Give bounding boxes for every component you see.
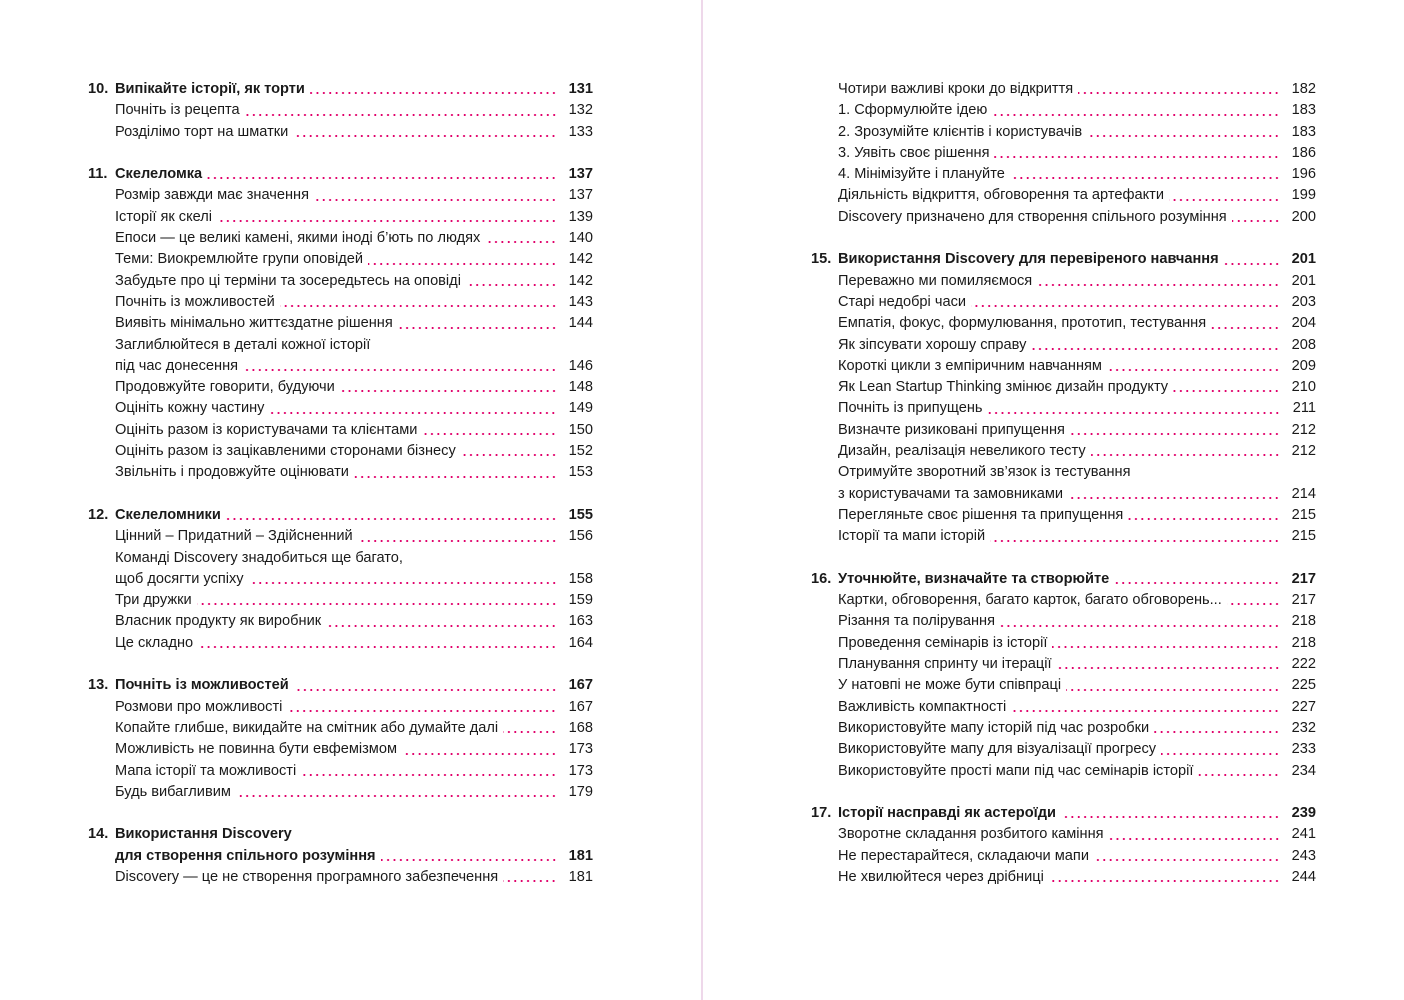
entry-title: Забудьте про ці терміни та зосередьтесь на оповіді	[115, 272, 461, 289]
entry-title: Продовжуйте говорити, будуючи	[115, 379, 335, 396]
entry-title: для створення спільного розуміння	[115, 847, 376, 864]
entry-title: Старі недобрі часи	[838, 293, 967, 310]
left-page	[88, 79, 593, 910]
dot-leader	[381, 857, 557, 863]
dot-leader	[1052, 644, 1280, 650]
toc-entry	[811, 739, 1316, 760]
dot-leader	[1227, 601, 1280, 607]
entry-title: Discovery призначено для створення спільного розуміння	[838, 208, 1227, 225]
entry-title: Оцініть кожну частину	[115, 400, 265, 417]
toc-entry	[811, 633, 1316, 654]
dot-leader	[314, 197, 557, 203]
page-number: 232	[1291, 719, 1316, 736]
entry-title: У натовпі не може бути співпраці	[838, 677, 1062, 694]
toc-entry	[88, 590, 593, 611]
toc-entry	[811, 462, 1316, 483]
page-number: 234	[1291, 762, 1316, 779]
entry-title: Отримуйте зворотний зв’язок із тестування	[838, 464, 1131, 481]
page-number: 146	[568, 357, 593, 374]
toc-entry	[811, 846, 1316, 867]
entry-title: Цінний – Придатний – Здійсненний	[115, 528, 353, 545]
toc-chapter-block	[811, 569, 1316, 782]
toc-entry	[88, 739, 593, 760]
toc-entry	[88, 569, 593, 590]
chapter-number: 12.	[88, 506, 109, 523]
entry-title: з користувачами та замовниками	[838, 485, 1064, 502]
entry-title: Три дружки	[115, 592, 192, 609]
chapter-heading	[811, 249, 1316, 270]
toc-entry	[811, 377, 1316, 398]
page-number: 168	[568, 719, 593, 736]
toc-entry	[88, 867, 593, 888]
chapter-heading	[88, 675, 593, 696]
entry-title: Епоси — це великі камені, якими іноді б’ють по людях	[115, 230, 481, 247]
page-number: 152	[568, 443, 593, 460]
toc-entry	[88, 356, 593, 377]
page-number: 139	[568, 208, 593, 225]
entry-title: Переважно ми помиляємося	[838, 272, 1033, 289]
dot-leader	[1061, 814, 1280, 820]
entry-title: Зворотне складання розбитого каміння	[838, 826, 1104, 843]
page-number: 155	[568, 506, 593, 523]
entry-title: 4. Мінімізуйте і плануйте	[838, 166, 1005, 183]
entry-title: Не перестарайтеся, складаючи мапи	[838, 847, 1089, 864]
dot-leader	[461, 452, 557, 458]
chapter-title: Історії насправді як астероїди	[838, 805, 1056, 822]
entry-title: Короткі цикли з емпіричним навчанням	[838, 357, 1102, 374]
toc-entry	[811, 79, 1316, 100]
dot-leader	[243, 367, 557, 373]
entry-title: 2. Зрозумійте клієнтів і користувачів	[838, 123, 1083, 140]
toc-entry	[88, 441, 593, 462]
toc-chapter-block	[88, 675, 593, 803]
chapter-heading	[811, 803, 1316, 824]
dot-leader	[1078, 90, 1280, 96]
toc-entry	[811, 164, 1316, 185]
page-number: 156	[568, 528, 593, 545]
entry-title: Можливість не повинна бути евфемізмом	[115, 741, 397, 758]
entry-title: Визначте ризиковані припущення	[838, 421, 1065, 438]
entry-title: Теми: Виокремлюйте групи оповідей	[115, 251, 364, 268]
dot-leader	[245, 112, 557, 118]
page-number: 222	[1291, 656, 1316, 673]
toc-chapter-block	[811, 249, 1316, 547]
chapter-heading	[88, 79, 593, 100]
page-number: 212	[1291, 421, 1316, 438]
entry-title: Чотири важливі кроки до відкриття	[838, 81, 1074, 97]
page-number: 164	[568, 634, 593, 651]
entry-title: 3. Уявіть своє рішення	[838, 144, 990, 161]
dot-leader	[1173, 388, 1280, 394]
entry-title: Заглиблюйтеся в деталі кожної історії	[115, 336, 371, 353]
toc-entry	[88, 377, 593, 398]
toc-chapter-block	[88, 79, 593, 143]
page-number: 140	[568, 230, 593, 247]
page-number: 182	[1291, 81, 1316, 97]
page-number: 218	[1291, 613, 1316, 630]
toc-chapter-block	[88, 824, 593, 888]
page-number: 239	[1291, 805, 1316, 822]
toc-entry	[811, 335, 1316, 356]
dot-leader	[1232, 218, 1280, 224]
toc-chapter-block	[811, 803, 1316, 888]
entry-title: Це складно	[115, 634, 194, 651]
page-number: 148	[568, 379, 593, 396]
dot-leader	[1198, 772, 1280, 778]
page-number: 204	[1291, 315, 1316, 332]
dot-leader	[358, 538, 557, 544]
chapter-number: 17.	[811, 805, 832, 822]
entry-title: Різання та полірування	[838, 613, 995, 630]
entry-title: Виявіть мінімально життєздатне рішення	[115, 315, 393, 332]
toc-entry	[811, 484, 1316, 505]
page-number: 217	[1291, 570, 1316, 587]
chapter-number: 10.	[88, 81, 109, 97]
entry-title: Картки, обговорення, багато карток, багато обговорень...	[838, 592, 1222, 609]
dot-leader	[1010, 175, 1280, 181]
page-number: 233	[1291, 741, 1316, 758]
dot-leader	[503, 878, 557, 884]
toc-entry	[88, 100, 593, 121]
entry-title: Власник продукту як виробник	[115, 613, 322, 630]
toc-entry	[811, 590, 1316, 611]
entry-title: Оцініть разом із зацікавленими сторонами бізнесу	[115, 443, 456, 460]
toc-entry	[88, 718, 593, 739]
entry-title: Почніть із рецепта	[115, 102, 240, 119]
page-number: 131	[568, 81, 593, 97]
page-number: 149	[568, 400, 593, 417]
dot-leader	[1087, 133, 1280, 139]
toc-entry	[88, 185, 593, 206]
dot-leader	[1070, 431, 1280, 437]
page-number: 215	[1291, 528, 1316, 545]
page-number: 218	[1291, 634, 1316, 651]
entry-title: Розділімо торт на шматки	[115, 123, 289, 140]
dot-leader	[1057, 665, 1280, 671]
entry-title: Discovery — це не створення програмного забезпечення	[115, 868, 499, 885]
toc-entry	[811, 824, 1316, 845]
toc-entry	[811, 207, 1316, 228]
dot-leader	[340, 388, 557, 394]
chapter-heading	[811, 569, 1316, 590]
page-number: 142	[568, 272, 593, 289]
entry-title: Звільніть і продовжуйте оцінювати	[115, 464, 349, 481]
toc-entry	[811, 505, 1316, 526]
page-number: 142	[568, 251, 593, 268]
toc-entry	[811, 675, 1316, 696]
dot-leader	[249, 580, 557, 586]
toc-entry	[88, 526, 593, 547]
entry-title: Розмови про можливості	[115, 698, 283, 715]
dot-leader	[207, 175, 557, 181]
chapter-title: Скелеломка	[115, 166, 203, 183]
page-number: 212	[1291, 443, 1316, 460]
toc-entry	[811, 292, 1316, 313]
page-number: 163	[568, 613, 593, 630]
chapter-title: Скелеломники	[115, 506, 221, 523]
entry-title: Почніть із можливостей	[115, 293, 275, 310]
chapter-heading	[88, 824, 593, 845]
page-number: 173	[568, 741, 593, 758]
chapter-heading	[88, 164, 593, 185]
dot-leader	[988, 410, 1280, 416]
toc-chapter-block	[88, 505, 593, 654]
toc-entry	[811, 356, 1316, 377]
toc-entry	[88, 633, 593, 654]
dot-leader	[1114, 580, 1280, 586]
toc-entry	[811, 654, 1316, 675]
dot-leader	[1109, 836, 1280, 842]
toc-entry	[811, 441, 1316, 462]
dot-leader	[1169, 197, 1280, 203]
page-number: 153	[568, 464, 593, 481]
page-number: 244	[1291, 868, 1316, 885]
dot-leader	[1000, 623, 1280, 629]
page-number: 181	[568, 868, 593, 885]
dot-leader	[398, 325, 557, 331]
entry-title: Не хвилюйтеся через дрібниці	[838, 868, 1044, 885]
page-number: 210	[1291, 379, 1316, 396]
dot-leader	[226, 516, 557, 522]
entry-title: Мапа історії та можливості	[115, 762, 297, 779]
entry-title: Проведення семінарів із історії	[838, 634, 1048, 651]
chapter-title: Уточнюйте, визначайте та створюйте	[838, 570, 1110, 587]
dot-leader	[971, 303, 1280, 309]
dot-leader	[1066, 687, 1280, 693]
dot-leader	[1161, 751, 1280, 757]
dot-leader	[197, 601, 557, 607]
dot-leader	[485, 239, 557, 245]
page-gutter	[701, 0, 703, 1000]
dot-leader	[503, 729, 557, 735]
page-number: 201	[1291, 272, 1316, 289]
page-number: 179	[568, 783, 593, 800]
dot-leader	[994, 154, 1280, 160]
page-number: 137	[568, 187, 593, 204]
page-number: 158	[568, 570, 593, 587]
chapter-title: Використання Discovery	[115, 826, 292, 843]
toc-entry	[811, 143, 1316, 164]
toc-entry	[88, 292, 593, 313]
dot-leader	[217, 218, 557, 224]
page-number: 199	[1291, 187, 1316, 204]
page-number: 243	[1291, 847, 1316, 864]
toc-entry	[88, 228, 593, 249]
page-number: 241	[1291, 826, 1316, 843]
entry-title: Перегляньте своє рішення та припущення	[838, 506, 1124, 523]
page-number: 217	[1291, 592, 1316, 609]
chapter-number: 11.	[88, 166, 108, 183]
page-number: 143	[568, 293, 593, 310]
toc-chapter-block	[88, 164, 593, 483]
toc-entry	[811, 718, 1316, 739]
entry-title: Оцініть разом із користувачами та клієнтами	[115, 421, 418, 438]
toc-entry	[811, 122, 1316, 143]
toc-entry	[88, 398, 593, 419]
page-number: 211	[1292, 400, 1316, 417]
toc-entry	[88, 697, 593, 718]
entry-title: Будь вибагливим	[115, 783, 231, 800]
dot-leader	[236, 793, 557, 799]
dot-leader	[310, 90, 557, 96]
entry-title: під час донесення	[115, 357, 239, 374]
entry-title: щоб досягти успіху	[115, 570, 244, 587]
dot-leader	[326, 623, 557, 629]
toc-entry	[88, 782, 593, 803]
dot-leader	[466, 282, 557, 288]
page-number: 203	[1291, 293, 1316, 310]
toc-entry	[811, 761, 1316, 782]
entry-title: Використовуйте мапу історій під час розробки	[838, 719, 1150, 736]
chapter-number: 16.	[811, 570, 832, 587]
chapter-title: Почніть із можливостей	[115, 677, 289, 694]
right-page	[811, 79, 1316, 910]
dot-leader	[301, 772, 557, 778]
toc-entry	[811, 271, 1316, 292]
page-number: 201	[1291, 251, 1316, 268]
dot-leader	[1011, 708, 1280, 714]
chapter-number: 13.	[88, 677, 109, 694]
dot-leader	[269, 410, 557, 416]
dot-leader	[1211, 325, 1280, 331]
chapter-number: 14.	[88, 826, 109, 843]
dot-leader	[280, 303, 557, 309]
toc-entry	[811, 526, 1316, 547]
page-number: 150	[568, 421, 593, 438]
toc-entry	[811, 420, 1316, 441]
dot-leader	[1224, 261, 1280, 267]
toc-entry	[811, 697, 1316, 718]
page-number: 209	[1291, 357, 1316, 374]
toc-entry	[88, 122, 593, 143]
page-number: 215	[1291, 506, 1316, 523]
dot-leader	[354, 474, 557, 480]
toc-entry	[88, 420, 593, 441]
dot-leader	[402, 751, 557, 757]
toc-entry	[88, 462, 593, 483]
page-number: 132	[568, 102, 593, 119]
toc-entry	[88, 207, 593, 228]
dot-leader	[990, 538, 1280, 544]
dot-leader	[287, 708, 557, 714]
entry-title: Використовуйте прості мапи під час семінарів історії	[838, 762, 1194, 779]
page-number: 214	[1291, 485, 1316, 502]
entry-title: Команді Discovery знадобиться ще багато,	[115, 549, 403, 566]
page-number: 196	[1291, 166, 1316, 183]
entry-title: Емпатія, фокус, формулювання, прототип, тестування	[838, 315, 1207, 332]
dot-leader	[1128, 516, 1280, 522]
page-number: 225	[1291, 677, 1316, 694]
toc-entry	[811, 611, 1316, 632]
toc-entry	[88, 271, 593, 292]
page-number: 227	[1291, 698, 1316, 715]
entry-title: Використовуйте мапу для візуалізації прогресу	[838, 741, 1157, 758]
page-number: 144	[568, 315, 593, 332]
toc-chapter-block	[811, 79, 1316, 228]
dot-leader	[1107, 367, 1280, 373]
toc-entry	[811, 313, 1316, 334]
page-number: 137	[568, 166, 593, 183]
page-number: 167	[568, 677, 593, 694]
entry-title: Як Lean Startup Thinking змінює дизайн продукту	[838, 379, 1169, 396]
page-number: 133	[568, 123, 593, 140]
entry-title: 1. Сформулюйте ідею	[838, 102, 988, 119]
toc-entry	[88, 761, 593, 782]
dot-leader	[1154, 729, 1280, 735]
chapter-title: Використання Discovery для перевіреного навчання	[838, 251, 1219, 268]
page-number: 183	[1291, 123, 1316, 140]
chapter-title: Випікайте історії, як торти	[115, 81, 305, 97]
page-number: 200	[1291, 208, 1316, 225]
dot-leader	[1091, 452, 1280, 458]
page-number: 183	[1291, 102, 1316, 119]
dot-leader	[368, 261, 557, 267]
toc-entry	[811, 867, 1316, 888]
page-number: 159	[568, 592, 593, 609]
toc-entry	[88, 611, 593, 632]
entry-title: Почніть із припущень	[838, 400, 983, 417]
page-number: 173	[568, 762, 593, 779]
chapter-heading	[88, 505, 593, 526]
entry-title: Діяльність відкриття, обговорення та артефакти	[838, 187, 1164, 204]
toc-entry	[88, 335, 593, 356]
dot-leader	[422, 431, 557, 437]
dot-leader	[1049, 878, 1280, 884]
dot-leader	[1037, 282, 1280, 288]
chapter-number: 15.	[811, 251, 832, 268]
entry-title: Планування спринту чи ітерації	[838, 656, 1052, 673]
page-number: 181	[568, 847, 593, 864]
dot-leader	[198, 644, 557, 650]
dot-leader	[1031, 346, 1280, 352]
dot-leader	[992, 112, 1280, 118]
entry-title: Копайте глибше, викидайте на смітник або думайте далі	[115, 719, 499, 736]
toc-entry	[811, 185, 1316, 206]
dot-leader	[1068, 495, 1280, 501]
dot-leader	[293, 133, 557, 139]
dot-leader	[1094, 857, 1280, 863]
toc-entry	[88, 249, 593, 270]
entry-title: Дизайн, реалізація невеликого тесту	[838, 443, 1086, 460]
page-number: 167	[568, 698, 593, 715]
toc-entry	[88, 548, 593, 569]
page-number: 186	[1291, 144, 1316, 161]
toc-entry	[811, 100, 1316, 121]
entry-title: Як зіпсувати хорошу справу	[838, 336, 1027, 353]
entry-title: Історії та мапи історій	[838, 528, 986, 545]
toc-entry	[811, 398, 1316, 419]
toc-entry	[88, 313, 593, 334]
dot-leader	[294, 687, 557, 693]
entry-title: Історії як скелі	[115, 208, 213, 225]
page-number: 208	[1291, 336, 1316, 353]
toc-entry	[88, 846, 593, 867]
entry-title: Розмір завжди має значення	[115, 187, 310, 204]
entry-title: Важливість компактності	[838, 698, 1007, 715]
